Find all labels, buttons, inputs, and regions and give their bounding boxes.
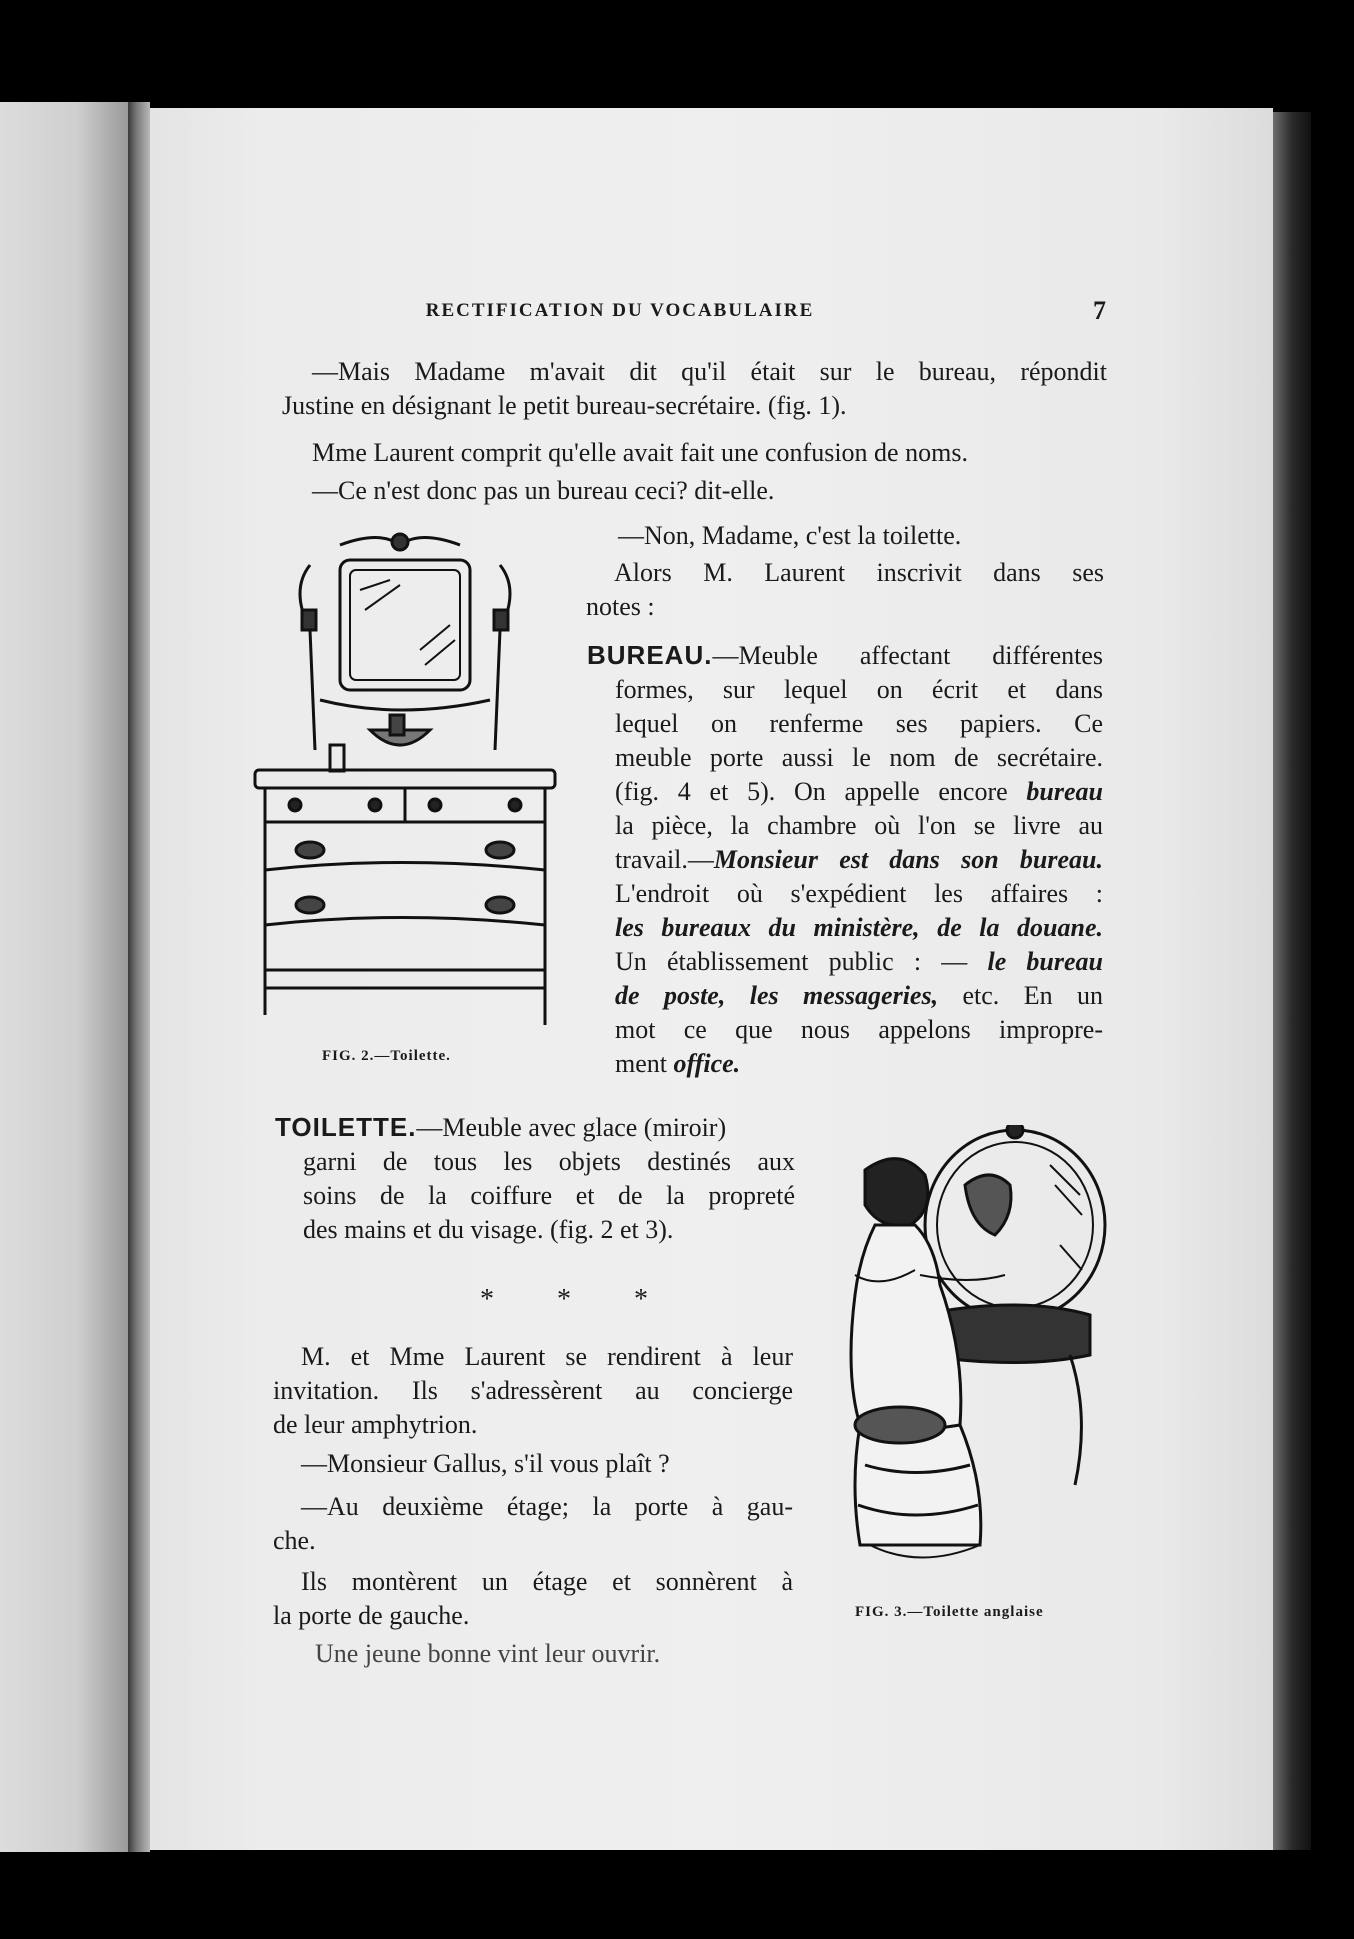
- p6-line3: de leur amphytrion.: [273, 1410, 478, 1439]
- bureau-line-5: (fig. 4 et 5). On appelle encore: [615, 777, 1008, 806]
- bureau-line-7: travail.—: [615, 845, 714, 874]
- p9-line2: la porte de gauche.: [273, 1601, 470, 1630]
- bureau-line-1: —Meuble affectant différentes: [712, 641, 1103, 670]
- italic-poste: de poste, les messageries,: [615, 981, 939, 1010]
- bureau-line-4: meuble porte aussi le nom de secrétaire.: [615, 743, 1103, 772]
- toilette-definition: [275, 1110, 795, 1247]
- bureau-line-9: Un établissement public : —: [615, 947, 968, 976]
- italic-ministere: les bureaux du ministère, de la douane.: [615, 913, 1103, 942]
- p1-line2: Justine en désignant le petit bureau-secrétaire. (fig. 1).: [282, 391, 847, 420]
- paragraph-5: [586, 556, 1104, 624]
- p1-line1: —Mais Madame m'avait dit qu'il était sur le bureau, répondit: [312, 357, 1107, 386]
- p5-line2: notes :: [586, 592, 655, 621]
- page-number: 7: [1093, 296, 1106, 325]
- etc-en-un: etc. En un: [962, 981, 1104, 1010]
- toilette-term: TOILETTE.: [275, 1112, 417, 1142]
- bureau-term: BUREAU.: [587, 640, 713, 670]
- paragraph-9: [273, 1565, 793, 1633]
- bureau-line-6: la pièce, la chambre où l'on se livre au: [615, 811, 1103, 840]
- italic-monsieur: Monsieur est dans son bureau.: [713, 845, 1103, 874]
- book-spine: [128, 102, 150, 1852]
- paragraph-8: [273, 1490, 793, 1558]
- italic-office: office.: [673, 1049, 741, 1078]
- p5-line1: Alors M. Laurent inscrivit dans ses: [614, 558, 1104, 587]
- left-page-edge: [0, 102, 128, 1852]
- p6-line1: M. et Mme Laurent se rendirent à leur: [301, 1342, 793, 1371]
- bureau-line-8: L'endroit où s'expédient les affaires :: [615, 879, 1103, 908]
- toilette-line-2: garni de tous les objets destinés aux: [303, 1147, 795, 1176]
- p8-line1: —Au deuxième étage; la porte à gau-: [301, 1492, 793, 1521]
- paragraph-7: —Monsieur Gallus, s'il vous plaît ?: [301, 1449, 670, 1478]
- paragraph-3: —Ce n'est donc pas un bureau ceci? dit-elle.: [312, 476, 775, 505]
- toilette-line-1: —Meuble avec glace (miroir): [416, 1113, 727, 1142]
- bureau-line-2: formes, sur lequel on écrit et dans: [615, 675, 1103, 704]
- paragraph-1: [282, 355, 1107, 423]
- toilette-anglaise-illustration: [820, 1125, 1120, 1595]
- right-page-edge: [1273, 112, 1311, 1850]
- bureau-definition: [587, 638, 1103, 1081]
- toilette-line-3: soins de la coiffure et de la propreté: [303, 1181, 795, 1210]
- bureau-line-10: mot ce que nous appelons impropre-: [615, 1015, 1103, 1044]
- paragraph-4: —Non, Madame, c'est la toilette.: [618, 521, 962, 550]
- toilette-line-4: des mains et du visage. (fig. 2 et 3).: [303, 1215, 674, 1244]
- italic-bureau: bureau: [1026, 777, 1103, 806]
- toilette-dresser-illustration: [250, 530, 560, 1030]
- p6-line2: invitation. Ils s'adressèrent au concierge: [273, 1376, 793, 1405]
- italic-le-bureau: le bureau: [987, 947, 1104, 976]
- p8-line2: che.: [273, 1526, 316, 1555]
- bureau-line-3: lequel on renferme ses papiers. Ce: [615, 709, 1103, 738]
- paragraph-6: [273, 1340, 793, 1442]
- p9-line1: Ils montèrent un étage et sonnèrent à: [301, 1567, 793, 1596]
- paragraph-10: Une jeune bonne vint leur ouvrir.: [315, 1639, 661, 1668]
- section-separator: * * *: [480, 1284, 676, 1315]
- paragraph-2: Mme Laurent comprit qu'elle avait fait une confusion de noms.: [312, 438, 968, 467]
- fig2-caption: FIG. 2.—Toilette.: [322, 1048, 451, 1064]
- bureau-line-11: ment: [615, 1049, 667, 1078]
- fig3-caption: FIG. 3.—Toilette anglaise: [855, 1604, 1044, 1620]
- running-head: RECTIFICATION DU VOCABULAIRE: [425, 300, 815, 321]
